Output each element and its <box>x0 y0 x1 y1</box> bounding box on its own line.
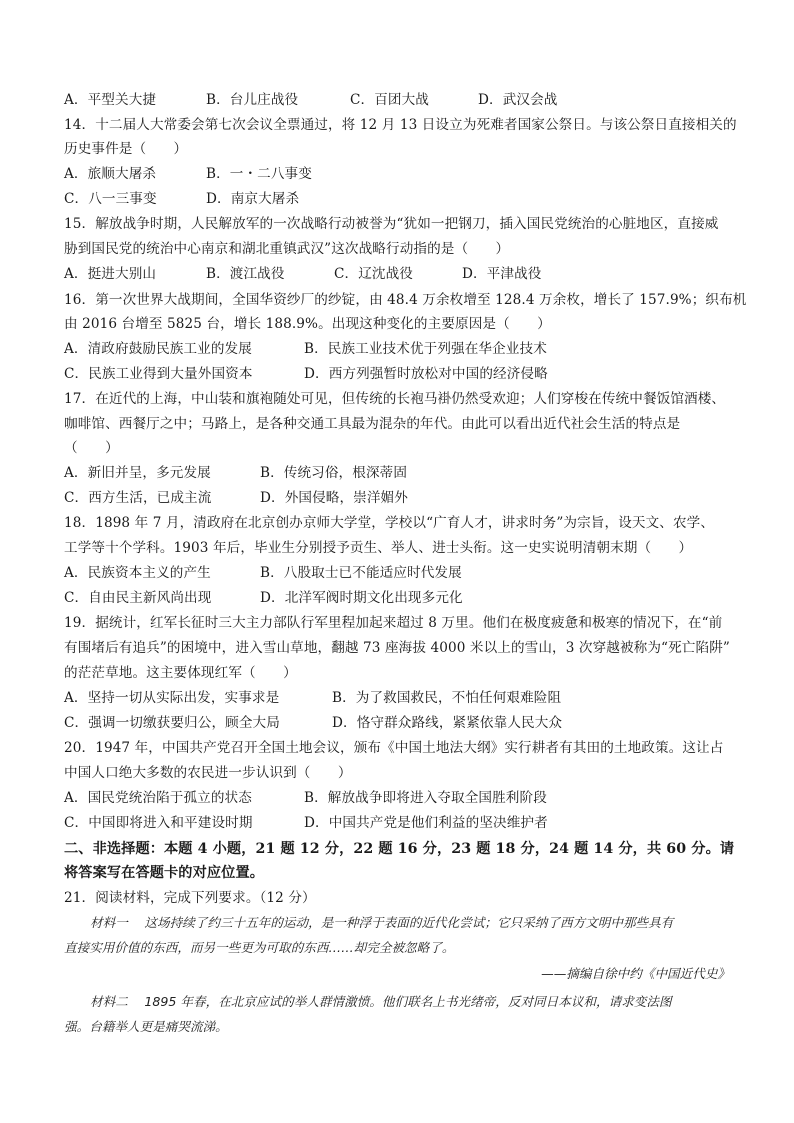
q21-material-1-line-1: 材料一 这场持续了约三十五年的运动，是一种浮于表面的近代化尝试；它只采纳了西方文明中那些具有 <box>90 915 674 930</box>
q17-option-a: A．新旧并呈，多元发展 <box>64 465 211 481</box>
q19-option-c: C．强调一切缴获要归公，顾全大局 <box>64 715 280 731</box>
q18-stem-line-1: 18．1898 年 7 月，清政府在北京创办京师大学堂，学校以“广育人才，讲求时务”为宗旨，设天文、农学、 <box>64 515 715 531</box>
q14-stem-line-2: 历史事件是（ ） <box>64 141 188 157</box>
q13-option-b: B．台儿庄战役 <box>206 92 299 108</box>
q18-option-c: C．自由民主新风尚出现 <box>64 590 212 606</box>
q20-stem-line-2: 中国人口绝大多数的农民进一步认识到（ ） <box>64 765 352 781</box>
q14-stem-line-1: 14．十二届人大常委会第七次会议全票通过，将 12 月 13 日设立为死难者国家公祭日。与该公祭日直接相关的 <box>64 117 737 133</box>
q20-option-d: D．中国共产党是他们利益的坚决维护者 <box>304 815 548 831</box>
q16-options-row-2 <box>64 364 548 384</box>
q14-option-b: B．一・二八事变 <box>206 166 312 182</box>
q15-stem-line-1: 15．解放战争时期，人民解放军的一次战略行动被誉为“犹如一把钢刀，插入国民党统治的心脏地区，直接威 <box>64 216 719 232</box>
q15-option-d: D．平津战役 <box>462 266 542 282</box>
q15-option-a: A．挺进大别山 <box>64 266 157 282</box>
q13-option-a: A．平型关大捷 <box>64 92 157 108</box>
q17-stem-line-3: （ ） <box>64 440 119 456</box>
q13-options <box>64 90 557 110</box>
q16-stem-line-2: 由 2016 台增至 5825 台，增长 188.9%。出现这种变化的主要原因是（ ） <box>64 316 551 332</box>
q17-options-row-2 <box>64 488 408 508</box>
q16-option-c: C．民族工业得到大量外国资本 <box>64 366 253 382</box>
q20-options-row-1 <box>64 788 547 808</box>
q15-option-b: B．渡江战役 <box>206 266 285 282</box>
q16-stem-line-1: 16．第一次世界大战期间，全国华资纱厂的纱锭，由 48.4 万余枚增至 128.4 万余枚，增长了 157.9%；织布机 <box>64 292 747 308</box>
q15-options <box>64 264 541 284</box>
q19-options-row-1 <box>64 688 561 708</box>
q17-options-row-1 <box>64 463 407 483</box>
q18-option-a: A．民族资本主义的产生 <box>64 565 211 581</box>
q14-options-row-2 <box>64 189 299 209</box>
q21-material-2-line-2: 强。台籍举人更是痛哭流涕。 <box>64 1019 228 1034</box>
q20-option-a: A．国民党统治陷于孤立的状态 <box>64 790 252 806</box>
q18-stem-line-2: 工学等十个学科。1903 年后，毕业生分别授予贡生、举人、进士头衔。这一史实说明清朝末期（ ） <box>64 540 693 556</box>
q18-option-d: D．北洋军阀时期文化出现多元化 <box>260 590 463 606</box>
q19-stem-line-2: 有围堵后有追兵”的困境中，进入雪山草地，翻越 73 座海拔 4000 米以上的雪山，3 次穿越被称为“死亡陷阱” <box>64 640 730 656</box>
q15-stem-line-2: 胁到国民党的统治中心南京和湖北重镇武汉”这次战略行动指的是（ ） <box>64 241 510 257</box>
q14-option-d: D．南京大屠杀 <box>206 191 300 207</box>
q21-material-2-line-1: 材料二 1895 年春，在北京应试的举人群情激愤。他们联名上书光绪帝，反对同日本议和，请求变法图 <box>90 994 672 1009</box>
q17-stem-line-2: 咖啡馆、西餐厅之中；马路上，是各种交通工具最为混杂的年代。由此可以看出近代社会生活的特点是 <box>64 416 681 432</box>
q16-option-d: D．西方列强暂时放松对中国的经济侵略 <box>304 366 548 382</box>
q21-material-1-line-2: 直接实用价值的东西，而另一些更为可取的东西……却完全被忽略了。 <box>64 940 455 955</box>
q19-option-a: A．坚持一切从实际出发，实事求是 <box>64 690 280 706</box>
q19-options-row-2 <box>64 713 562 733</box>
q16-option-b: B．民族工业技术优于列强在华企业技术 <box>304 341 547 357</box>
q18-option-b: B．八股取士已不能适应时代发展 <box>260 565 462 581</box>
q18-options-row-1 <box>64 563 462 583</box>
q21-stem: 21．阅读材料，完成下列要求。（12 分） <box>64 890 316 906</box>
q19-stem-line-3: 的茫茫草地。这主要体现红军（ ） <box>64 665 297 681</box>
q16-option-a: A．清政府鼓励民族工业的发展 <box>64 341 252 357</box>
q17-stem-line-1: 17．在近代的上海，中山装和旗袍随处可见，但传统的长袍马褂仍然受欢迎；人们穿梭在传统中餐饭馆酒楼、 <box>64 391 726 407</box>
q21-material-1-source: ——摘编自徐中约《中国近代史》 <box>541 966 730 981</box>
q14-option-a: A．旅顺大屠杀 <box>64 166 157 182</box>
q15-option-c: C．辽沈战役 <box>334 266 413 282</box>
q13-option-d: D．武汉会战 <box>478 92 558 108</box>
q17-option-d: D．外国侵略，崇洋媚外 <box>260 490 408 506</box>
q13-option-c: C．百团大战 <box>350 92 429 108</box>
q20-options-row-2 <box>64 813 548 833</box>
q16-options-row-1 <box>64 339 547 359</box>
q19-stem-line-1: 19．据统计，红军长征时三大主力部队行军里程加起来超过 8 万里。他们在极度疲惫和极寒的情况下，在“前 <box>64 615 723 631</box>
q20-option-c: C．中国即将进入和平建设时期 <box>64 815 253 831</box>
q18-options-row-2 <box>64 588 463 608</box>
q14-options-row-1 <box>64 164 312 184</box>
q20-option-b: B．解放战争即将进入夺取全国胜利阶段 <box>304 790 547 806</box>
q19-option-b: B．为了救国救民，不怕任何艰难险阻 <box>332 690 562 706</box>
q20-stem-line-1: 20．1947 年，中国共产党召开全国土地会议，颁布《中国土地法大纲》实行耕者有其田的土地政策。这让占 <box>64 740 724 756</box>
q14-option-c: C．八一三事变 <box>64 191 157 207</box>
q19-option-d: D．恪守群众路线，紧紧依靠人民大众 <box>332 715 563 731</box>
section-2-heading-line-1: 二、非选择题：本题 4 小题，21 题 12 分，22 题 16 分，23 题 18 分，24 题 14 分，共 60 分。请 <box>64 841 735 857</box>
q17-option-b: B．传统习俗，根深蒂固 <box>260 465 408 481</box>
q17-option-c: C．西方生活，已成主流 <box>64 490 212 506</box>
section-2-heading-line-2: 将答案写在答题卡的对应位置。 <box>64 865 265 881</box>
